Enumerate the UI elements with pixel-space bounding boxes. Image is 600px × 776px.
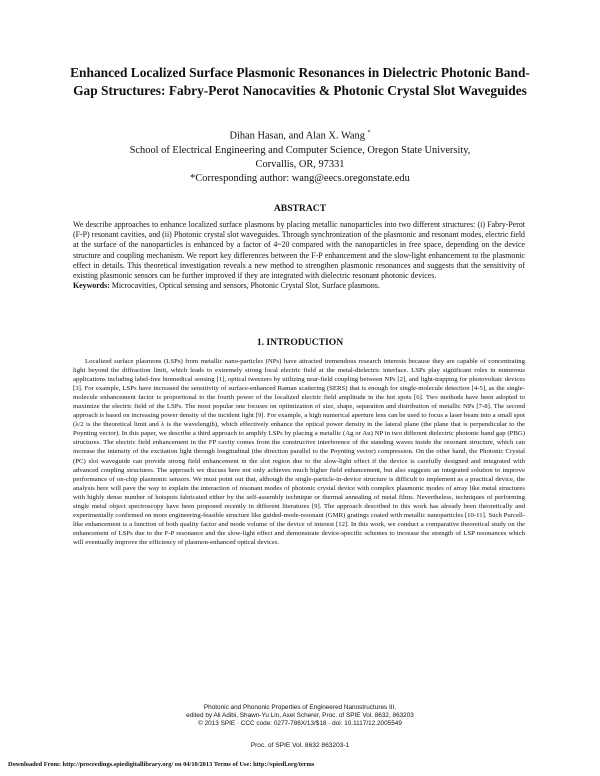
page-id: Proc. of SPIE Vol. 8632 863203-1 bbox=[250, 742, 350, 749]
footer-line-1: Photonic and Phononic Properties of Engineered Nanostructures III, bbox=[203, 704, 397, 711]
author-names: Dihan Hasan, and Alan X. Wang * bbox=[229, 130, 371, 142]
abstract-body bbox=[73, 220, 525, 291]
download-notice: Downloaded From: http://proceedings.spiedigitallibrary.org/ on 04/10/2013 Terms of Use: http://spiedl.org/terms bbox=[8, 761, 315, 768]
affiliation-line-2: Corvallis, OR, 97331 bbox=[255, 158, 345, 170]
paper-title: Enhanced Localized Surface Plasmonic Resonances in Dielectric Photonic Band-Gap Structures: Fabry-Perot Nanocavities & Photonic Crystal Slot Waveguides bbox=[70, 65, 530, 98]
footer-line-3: © 2013 SPIE · CCC code: 0277-786X/13/$18 · doi: 10.1117/12.2005549 bbox=[198, 720, 402, 727]
keywords-text: Microcavities, Optical sensing and sensors, Photonic Crystal Slot, Surface plasmons. bbox=[111, 281, 380, 291]
introduction-heading: 1. INTRODUCTION bbox=[256, 337, 344, 348]
abstract-heading: ABSTRACT bbox=[273, 203, 327, 214]
author-block bbox=[60, 126, 540, 186]
publication-footer bbox=[60, 704, 540, 728]
affiliation-line-1: School of Electrical Engineering and Computer Science, Oregon State University, bbox=[129, 144, 471, 156]
footer-line-2: edited by Ali Adibi, Shawn-Yu Lin, Axel Scherer, Proc. of SPIE Vol. 8632, 863203 bbox=[186, 712, 414, 719]
corresponding-mark: * bbox=[367, 130, 371, 136]
corresponding-author: *Corresponding author: wang@eecs.oregonstate.edu bbox=[190, 173, 410, 185]
introduction-body: Localized surface plasmons (LSPs) from metallic nano-particles (NPs) have attracted tremendous research interests because they are capable of concentrating light beyond the diffraction limit, which leads to extremely strong local electric field at the metal-dielectric interface. LSPs play significant roles in numerous applications including label-free biomedical sensing [1], optical tweezers by utilizing near-field coupling between NPs [2], and light-trapping for photovoltaic devices [3]. For example, LSPs have increased the sensitivity of surface-enhanced Raman scattering (SERS) that is enough for single-molecule detection [4-5], as the single-molecule enhancement factor is proportional to the fourth power of the localized electric field amplitude in the hot spots [6]. Two methods have been adopted to maximize the electric field of the LSPs. The most popular one focuses on optimization of size, shape, separation and distribution of metallic NPs [7-8]. The second approach is based on increasing power density of the incident light [9]. For example, a high numerical aperture lens can be used to focus a laser beam into a small spot (λ/2 is the theoretical limit and λ is the wavelength), which effectively enhance the optical power density in the lateral plane (the plane that is perpendicular to the Poynting vector). In this paper, we describe a third approach to amplify LSPs by placing a metallic (Ag or Au) NP in two different dielectric photonic band gap (PBG) structures. The electric field enhancement in the FP cavity comes from the constructive interference of the standing waves inside the resonant structure, which can increase the intensity of the excitation light through longitudinal (the direction parallel to the Poynting vector) compression. On the other hand, the Photonic Crystal (PC) slot waveguide can provide strong field enhancement in the slot region due to the slow-light effect if the device is carefully designed and integrated with advanced coupling structures. The approach we discuss here not only achieves much higher field enhancement, but also suggests an integrated solution to improve performance of on-chip plasmonic sensors. We must point out that, although the single-particle-in-device structure is difficult to implement as a practical device, the analysis here will pave the way to explain the interaction of resonant modes of photonic crystal device with complex plasmonic modes of array like metal structures with highly dense number of hotspots fabricated either by the self-assembly technique or thermal annealing of metal films. Nevertheless, techniques of performing single metal object spectroscopy have been proposed recently in different literatures [9]. The approach described in this work has already been theoretically and experimentally confirmed on more engineering-feasible structure like guided-mode-resonant (GMR) gratings coated with metallic nanoparticles [10-11]. Such Purcell-like enhancement is a function of both quality factor and mode volume of the device of interest [12]. In this work, we conduct a comparative theoretical study on the enhancement of LSPs due to the F-P resonance and the slow-light effect and demonstrate device-specific schemes to increase the strength of LSP resonances which will eventually improve the efficiency of plasmon-enhanced optical devices. bbox=[73, 358, 525, 546]
keywords-label: Keywords: bbox=[73, 281, 110, 291]
abstract-text: We describe approaches to enhance localized surface plasmons by placing metallic nanoparticles into two different structures: (i) Fabry-Perot (F-P) resonant cavities, and (ii) Photonic crystal slot waveguides. Through synchronization of the plasmonic and resonant modes, electric field at the surface of the nanoparticles is enhanced by a factor of 4~20 compared with the nanoparticles in free space, depending on the device structure and coupling mechanism. We report key differences between the F-P enhancement and the slow-light enhancement to the plasmonic effect in details. This theoretical investigation reveals a new method to strengthen plasmonic resonances and suggests that the sensitivity of existing plasmonic sensors can be further improved if they are integrated with dielectric resonant photonic devices. bbox=[73, 220, 525, 281]
